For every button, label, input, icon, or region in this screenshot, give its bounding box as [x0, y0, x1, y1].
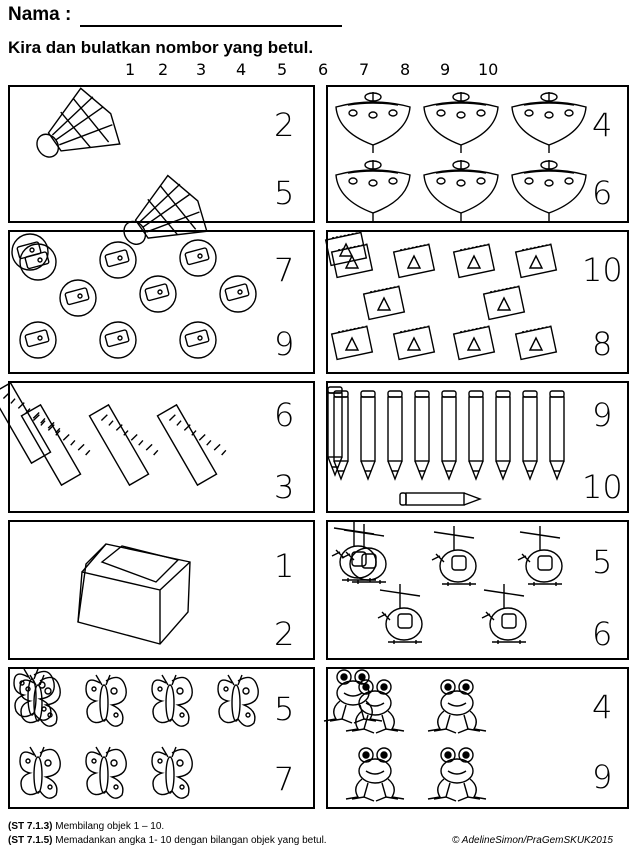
answer-option[interactable]: 10: [582, 251, 623, 289]
number-row-item: 4: [236, 60, 247, 79]
answer-option[interactable]: 9: [592, 396, 613, 434]
answer-option[interactable]: 7: [274, 251, 295, 289]
answer-option[interactable]: 1: [274, 547, 295, 585]
answer-option[interactable]: 5: [592, 543, 613, 581]
answer-option[interactable]: 6: [592, 174, 613, 212]
answer-option[interactable]: 4: [592, 106, 613, 144]
box-pencil: [326, 381, 629, 513]
name-line: [80, 25, 342, 27]
answer-option[interactable]: 5: [274, 174, 295, 212]
answer-option[interactable]: 7: [274, 760, 295, 798]
answer-option[interactable]: 6: [274, 396, 295, 434]
standard-code: (ST 7.1.5): [8, 835, 53, 846]
box-eraser: [8, 520, 315, 660]
standard-code: (ST 7.1.3): [8, 821, 53, 832]
box-butterfly: [8, 667, 315, 809]
box-colour-box: [326, 230, 629, 374]
instruction-text: Kira dan bulatkan nombor yang betul.: [8, 38, 314, 57]
number-row-item: 5: [277, 60, 288, 79]
helicopter-icon: [328, 522, 578, 662]
number-row-item: 9: [440, 60, 451, 79]
footer-line-2: [8, 835, 327, 846]
box-pencil-sharpener: [8, 230, 315, 374]
answer-option[interactable]: 10: [582, 468, 623, 506]
pencil-sharpener-icon: [10, 232, 270, 372]
box-spinning-top: [326, 85, 629, 223]
colour-box-icon: [328, 232, 578, 372]
copyright-credit: © AdelineSimon/PraGemSKUK2015: [452, 835, 613, 846]
name-label: Nama :: [8, 4, 72, 25]
number-row: [0, 60, 638, 82]
answer-option[interactable]: 6: [592, 615, 613, 653]
pencil-icon: [328, 383, 578, 513]
butterfly-icon: [10, 669, 270, 809]
number-row-item: 8: [400, 60, 411, 79]
spinning-top-icon: [328, 87, 578, 217]
shuttlecock-icon: [10, 87, 210, 217]
answer-option[interactable]: 2: [274, 106, 295, 144]
standard-description: Membilang objek 1 – 10.: [55, 821, 165, 832]
answer-option[interactable]: 2: [274, 615, 295, 653]
number-row-item: 10: [478, 60, 499, 79]
answer-option[interactable]: 4: [592, 688, 613, 726]
box-ruler: [8, 381, 315, 513]
footer-line-1: [8, 821, 164, 832]
frog-icon: [328, 669, 578, 809]
answer-option[interactable]: 9: [592, 758, 613, 796]
box-helicopter: [326, 520, 629, 660]
answer-option[interactable]: 3: [274, 468, 295, 506]
eraser-icon: [10, 522, 270, 662]
number-row-item: 1: [125, 60, 136, 79]
answer-option[interactable]: 5: [274, 690, 295, 728]
ruler-icon: [10, 383, 270, 513]
answer-option[interactable]: 8: [592, 325, 613, 363]
box-shuttlecock: [8, 85, 315, 223]
number-row-item: 2: [158, 60, 169, 79]
standard-description: Memadankan angka 1- 10 dengan bilangan objek yang betul.: [55, 835, 327, 846]
number-row-item: 6: [318, 60, 329, 79]
answer-option[interactable]: 9: [274, 325, 295, 363]
number-row-item: 3: [196, 60, 207, 79]
number-row-item: 7: [359, 60, 370, 79]
box-frog: [326, 667, 629, 809]
